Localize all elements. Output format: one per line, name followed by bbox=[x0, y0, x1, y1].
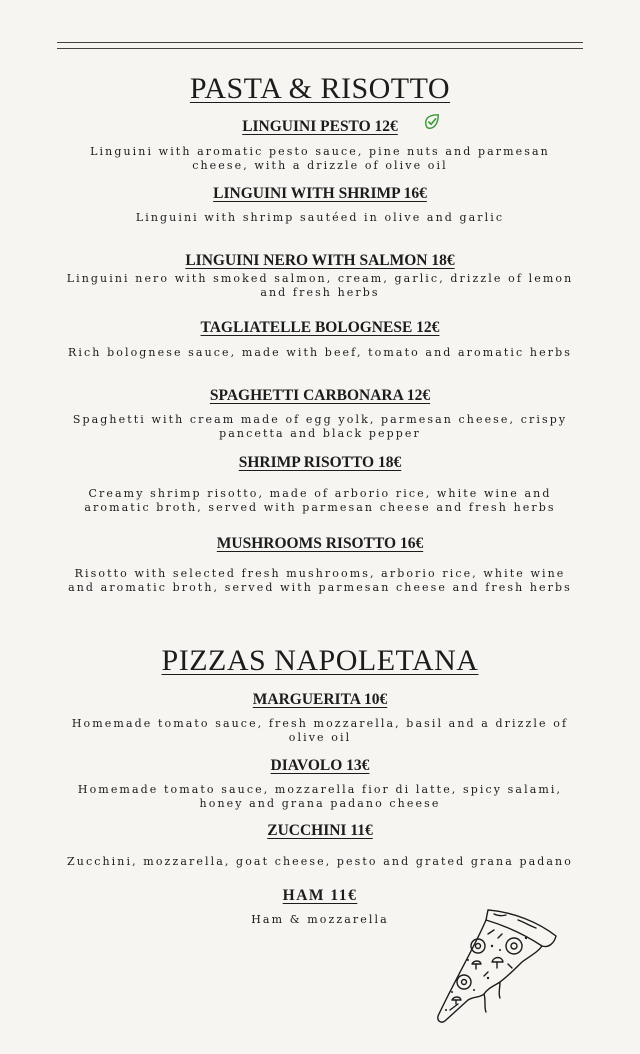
dish-title: HAM 11€ bbox=[282, 887, 358, 904]
pizza-slice-illustration bbox=[428, 904, 560, 1026]
dish-description: Spaghetti with cream made of egg yolk, parmesan cheese, crispy pancetta and black pepper bbox=[72, 413, 568, 440]
dish-title: TAGLIATELLE BOLOGNESE 12€ bbox=[200, 319, 440, 336]
dish-title: LINGUINI PESTO 12€ bbox=[242, 118, 398, 135]
dish-title: SPAGHETTI CARBONARA 12€ bbox=[209, 387, 431, 404]
dish-description: Rich bolognese sauce, made with beef, tomato and aromatic herbs bbox=[68, 346, 572, 359]
dish-description: Linguini nero with smoked salmon, cream, garlic, drizzle of lemon and fresh herbs bbox=[66, 272, 574, 299]
dish-title: LINGUINI WITH SHRIMP 16€ bbox=[213, 185, 427, 202]
dish-title: LINGUINI NERO WITH SALMON 18€ bbox=[185, 252, 455, 269]
dish-description: Linguini with shrimp sautéed in olive and garlic bbox=[135, 211, 505, 224]
dish-title: MARGUERITA 10€ bbox=[252, 691, 388, 708]
section-title-pizzas: PIZZAS NAPOLETANA bbox=[161, 644, 479, 677]
dish-description: Zucchini, mozzarella, goat cheese, pesto and grated grana padano bbox=[67, 855, 573, 868]
dish-title: DIAVOLO 13€ bbox=[270, 757, 370, 774]
dish-description: Linguini with aromatic pesto sauce, pine nuts and parmesan cheese, with a drizzle of olive oil bbox=[90, 145, 550, 172]
dish-description: Creamy shrimp risotto, made of arborio rice, white wine and aromatic broth, served with parmesan cheese and fresh herbs bbox=[84, 487, 556, 514]
dish-description: Homemade tomato sauce, mozzarella fior di latte, spicy salami, honey and grana padano cheese bbox=[77, 783, 563, 810]
section-title-pasta: PASTA & RISOTTO bbox=[189, 72, 451, 105]
top-rule bbox=[57, 42, 583, 43]
dish-description: Homemade tomato sauce, fresh mozzarella, basil and a drizzle of olive oil bbox=[71, 717, 569, 744]
dish-title: MUSHROOMS RISOTTO 16€ bbox=[216, 535, 424, 552]
dish-title: SHRIMP RISOTTO 18€ bbox=[238, 454, 402, 471]
dish-description: Ham & mozzarella bbox=[251, 913, 389, 926]
dish-title: ZUCCHINI 11€ bbox=[267, 822, 373, 839]
dish-description: Risotto with selected fresh mushrooms, arborio rice, white wine and aromatic broth, served with parmesan cheese and fresh herbs bbox=[68, 567, 572, 594]
leaf-check-icon bbox=[423, 113, 441, 131]
top-rule-2 bbox=[57, 48, 583, 49]
